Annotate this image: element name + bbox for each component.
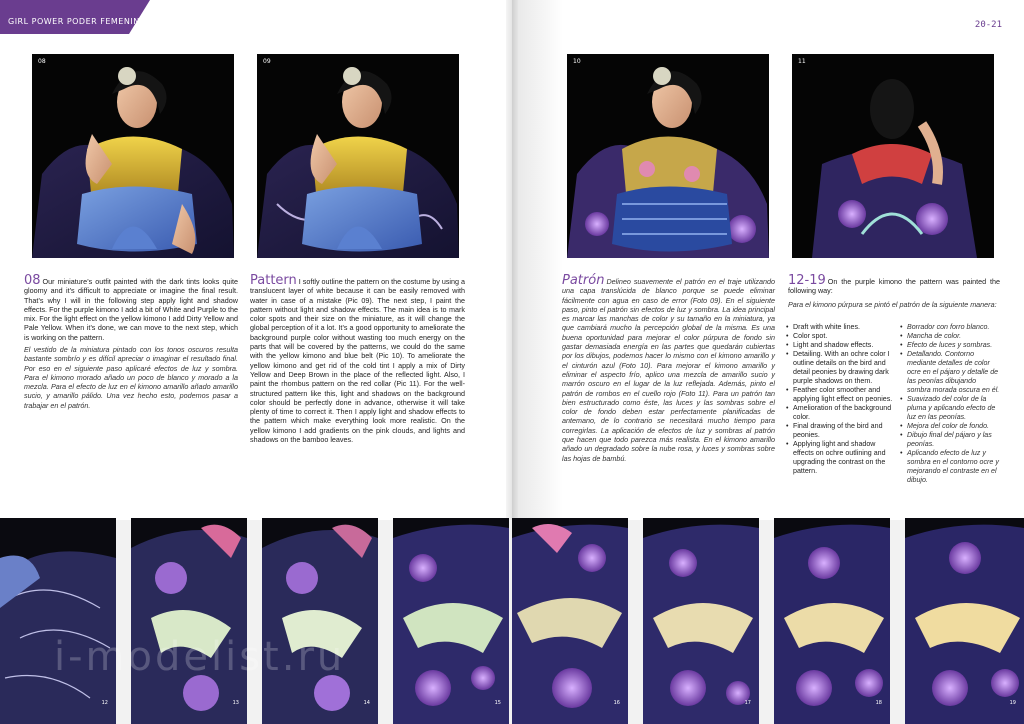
section-header bbox=[8, 17, 147, 26]
page-numbers: 20-21 bbox=[974, 20, 1002, 30]
paragraph-lead: Pattern bbox=[250, 273, 297, 288]
photo-label: 13 bbox=[232, 700, 239, 706]
photo-08 bbox=[32, 54, 234, 258]
photo-label: 17 bbox=[744, 700, 751, 706]
strip-photo-15 bbox=[393, 518, 509, 724]
list-item: • Detailing. With an ochre color I outline details on the bird and detail peonies by drawing dark purple shadows on them. bbox=[786, 350, 894, 386]
list-item: • Suavizado del color de la pluma y aplicando efecto de luz en las peonías. bbox=[900, 395, 1000, 422]
strip-photo-13 bbox=[131, 518, 247, 724]
list-item: • Feather color smoother and applying light effect on peonies. bbox=[786, 386, 894, 404]
strip-photo-17 bbox=[643, 518, 759, 724]
list-item: • Mejora del color de fondo. bbox=[900, 422, 1000, 431]
strip-photo-19 bbox=[905, 518, 1024, 724]
list-item: • Dibujo final del pájaro y las peonías. bbox=[900, 431, 1000, 449]
strip-photo-18 bbox=[774, 518, 890, 724]
photo-label: 08 bbox=[38, 58, 46, 65]
photo-label: 15 bbox=[494, 700, 501, 706]
list-item: • Final drawing of the bird and peonies. bbox=[786, 422, 894, 440]
photo-label: 11 bbox=[798, 58, 806, 65]
list-item: • Efecto de luces y sombras. bbox=[900, 341, 1000, 350]
paragraph-lead: 08 bbox=[24, 273, 41, 288]
list-item: • Mancha de color. bbox=[900, 332, 1000, 341]
list-item: • Aplicando efecto de luz y sombra en el contorno ocre y mejorando el contraste en el dibujo. bbox=[900, 449, 1000, 485]
photo-label: 16 bbox=[613, 700, 620, 706]
strip-photo-14 bbox=[262, 518, 378, 724]
paragraph-lead: 12-19 bbox=[788, 273, 826, 288]
list-item: • Color spot. bbox=[786, 332, 894, 341]
list-item: • Draft with white lines. bbox=[786, 323, 894, 332]
list-item: • Light and shadow effects. bbox=[786, 341, 894, 350]
paragraph-08-es: El vestido de la miniatura pintado con los tonos oscuros resulta bastante sombrío y es difícil apreciar o imaginar el resultado final. Por eso en el siguiente paso aplicaré efectos de luz y sombra. Para el kimono morado añado un poco de blanco y morado a la mezcla. Para el efecto de luz en el kimono amarillo añado amarillo sucio, y amarillo pálido. Una vez hecho esto, podemos pasar a trabajar en el patrón. bbox=[24, 345, 238, 410]
paragraph-patron-es bbox=[562, 273, 775, 463]
photo-label: 19 bbox=[1009, 700, 1016, 706]
strip-photo-12 bbox=[0, 518, 116, 724]
paragraph-body: Our miniature’s outfit painted with the dark tints looks quite gloomy and it’s difficult to appreciate or imagine the final result. That’s why I will in the following step apply light and shadow effects. For the purple kimono I add a bit of White and Purple to the mix. For the light effect on the yellow kimono I add Dirty Yellow and Pale Yellow. When it’s done, we can move to the next step, which is working on the pattern. bbox=[24, 277, 238, 342]
paragraph-12-19-en bbox=[788, 273, 1000, 296]
list-item: • Detallando. Contorno mediante detalles de color ocre en el pájaro y detalle de las peonías dibujando sombra morada oscura en él. bbox=[900, 350, 1000, 395]
paragraph-body: Delineo suavemente el patrón en el traje utilizando una capa translúcida de blanco porque se puede eliminar fácilmente con agua en caso de error (Foto 09). En el siguiente paso, pinto el patrón sin efectos de luz y sombra. La idea principal es marcar las manchas de color y su tamaño en la miniatura, ya que cambiará mucho la percepción global de la misma. Es una buena oportunidad para mejorar el color púrpura de fondo sin gastar demasiada energía en las partes que quedarán cubiertas por los dibujos, podemos hacer lo mismo con el kimono amarillo y el cinturón azul (Foto 10). Para mejorar el kimono amarillo y eliminar el aspecto frío, aplico una mezcla de amarillo sucio y marrón oscuro en el lugar de la luz reflejada. Además, pinto el patrón de rombos en el cuello rojo (Foto 11). Para un patrón tan bien estructurado como éste, las luces y las sombras sobre el color de fondo deben estar perfectamente planificadas de antemano, de lo contrario se necesitará mucho tiempo para corregirlas. La aplicación de efectos de luz y sombras al patrón que hacen que todo parezca más realista. En el kimono amarillo añado un degradado sobre la nube rosa, y luces y sombras sobre las hojas de bambú. bbox=[562, 277, 775, 463]
paragraph-body: On the purple kimono the pattern was painted the following way: bbox=[788, 277, 1000, 296]
paragraph-08-en bbox=[24, 273, 238, 342]
photo-11 bbox=[792, 54, 994, 258]
book-spine bbox=[506, 0, 518, 520]
paragraph-12-19-es: Para el kimono púrpura se pintó el patrón de la siguiente manera: bbox=[788, 300, 997, 309]
list-item: • Amelioration of the background color. bbox=[786, 404, 894, 422]
watermark: i-modelist.ru bbox=[54, 634, 346, 680]
photo-label: 18 bbox=[875, 700, 882, 706]
strip-photo-16 bbox=[512, 518, 628, 724]
section-title: GIRL POWER bbox=[8, 17, 64, 26]
paragraph-lead: Patrón bbox=[562, 273, 605, 288]
list-item: • Borrador con forro blanco. bbox=[900, 323, 1000, 332]
section-title-es: PODER FEMENINO bbox=[66, 17, 147, 26]
paragraph-body: I softly outline the pattern on the costume by using a translucent layer of white because it can be easily removed with water in case of a mistake (Pic 09). The next step, I paint the pattern without light and shadow effects. The main idea is to mark color spots and their size on the miniature, as it will change the global perception of it a lot. It’s a good opportunity to ameliorate the background purple color without wasting too much energy on the parts that will be covered by the patterns, we could do the same with the yellow kimono and blue belt (Pic 10). To ameliorate the yellow kimono and get rid of the cold tint I apply a mix of Dirty Yellow and Deep Brown in the place of the reflected light. Also, I paint the rhombus pattern on the red collar (Pic 11). For the well-structured pattern like this, light and shadows on the background color should be perfectly done in advance, otherwise it will take plenty of time to correct it. Then I apply light and shadow effects to the pattern which make everything look more realistic. On the yellow kimono I add gradients on the pink clouds, and lights and shadows on the bamboo leaves. bbox=[250, 277, 465, 445]
photo-label: 09 bbox=[263, 58, 271, 65]
photo-label: 14 bbox=[363, 700, 370, 706]
photo-09 bbox=[257, 54, 459, 258]
steps-list-en bbox=[786, 323, 894, 476]
steps-list-es bbox=[900, 323, 1000, 485]
photo-label: 12 bbox=[101, 700, 108, 706]
photo-10 bbox=[567, 54, 769, 258]
list-item: • Applying light and shadow effects on ochre outlining and upgrading the contrast on the pattern. bbox=[786, 440, 894, 476]
photo-label: 10 bbox=[573, 58, 581, 65]
paragraph-pattern-en bbox=[250, 273, 465, 445]
